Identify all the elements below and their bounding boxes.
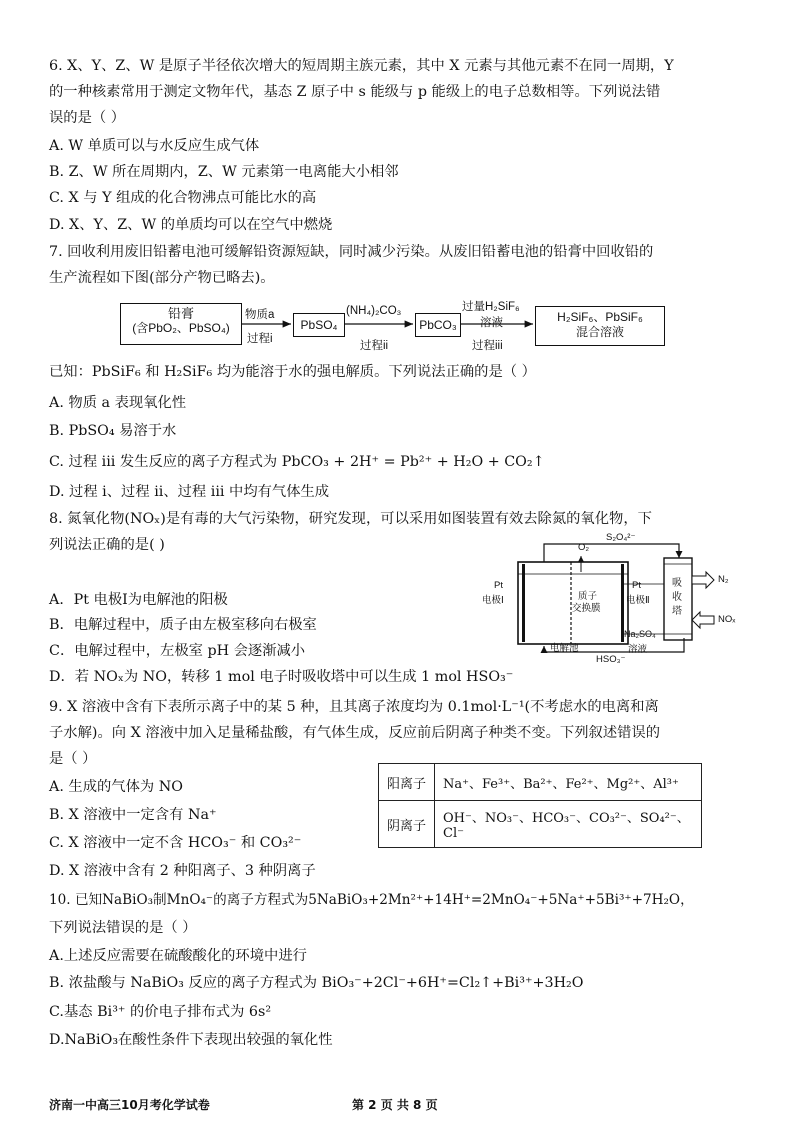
fig-o2-label: O₂: [578, 542, 590, 553]
q8-stem-line2: 列说法正确的是( ): [49, 537, 165, 553]
q6-option-a: A. W 单质可以与水反应生成气体: [49, 138, 260, 154]
q9-option-a: A. 生成的气体为 NO: [49, 779, 183, 795]
flow-box-pbso4: PbSO₄: [293, 313, 345, 337]
q10-stem-line1: 10. 已知NaBiO₃制MnO₄⁻的离子方程式为5NaBiO₃+2Mn²⁺+14H⁺=2MnO₄⁻+5Na⁺+5Bi³⁺+7H₂O，: [49, 892, 694, 908]
fig-pt-left-label1: Pt: [494, 580, 503, 591]
fig-pt-left-label2: 电极Ⅰ: [482, 595, 504, 606]
q9-option-c: C. X 溶液中一定不含 HCO₃⁻ 和 CO₃²⁻: [49, 835, 302, 851]
ion-table-cation-label: 阳离子: [379, 764, 435, 801]
flow-box-pbco3: PbCO₃: [415, 313, 461, 337]
q7-known: 已知：PbSiF₆ 和 H₂SiF₆ 均为能溶于水的强电解质。下列说法正确的是（ ）: [49, 364, 536, 380]
ion-table-anion-label: 阴离子: [379, 801, 435, 848]
flow-box-lead-paste-title: 铅膏: [167, 306, 194, 321]
fig-s2o4-label: S₂O₄²⁻: [606, 532, 636, 543]
q8-option-b: B．电解过程中，质子由左极室移向右极室: [49, 617, 317, 633]
q10-option-b: B. 浓盐酸与 NaBiO₃ 反应的离子方程式为 BiO₃⁻+2Cl⁻+6H⁺=Cl₂↑+Bi³⁺+3H₂O: [49, 975, 584, 991]
q7-option-c: C. 过程 iii 发生反应的离子方程式为 PbCO₃ + 2H⁺ = Pb²⁺ + H₂O + CO₂↑: [49, 454, 545, 470]
q6-option-c: C. X 与 Y 组成的化合物沸点可能比水的高: [49, 190, 317, 206]
q8-option-d: D．若 NOₓ为 NO，转移 1 mol 电子时吸收塔中可以生成 1 mol HSO₃⁻: [49, 669, 514, 685]
q8-option-c: C．电解过程中，左极室 pH 会逐渐减小: [49, 643, 306, 659]
flow-box-mixed-line1: H₂SiF₆、PbSiF₆: [557, 310, 643, 324]
q7-stem-line1: 7. 回收利用废旧铅蓄电池可缓解铅资源短缺，同时减少污染。从废旧铅蓄电池的铅膏中回收铅的: [49, 244, 654, 260]
fig-membrane-label2: 交换膜: [572, 603, 601, 614]
flow-arrow2-bottom: 过程ii: [360, 340, 389, 352]
fig-n2-label: N₂: [718, 574, 729, 585]
fig-tower-label2: 收: [672, 592, 682, 603]
q7-option-b: B. PbSO₄ 易溶于水: [49, 423, 177, 439]
ion-table-anions: OH⁻、NO₃⁻、HCO₃⁻、CO₃²⁻、SO₄²⁻、Cl⁻: [435, 801, 702, 848]
q6-stem-line1: 6. X、Y、Z、W 是原子半径依次增大的短周期主族元素，其中 X 元素与其他元素不在同一周期，Y: [49, 58, 674, 74]
fig-na2so4-label1: Na₂SO₄: [624, 629, 656, 639]
fig-tower-label1: 吸: [672, 578, 682, 589]
q9-stem-line1: 9. X 溶液中含有下表所示离子中的某 5 种，且其离子浓度均为 0.1mol·L⁻¹(不考虑水的电离和离: [49, 699, 659, 715]
q9-stem-line2: 子水解)。向 X 溶液中加入足量稀盐酸，有气体生成，反应前后阴离子种类不变。下列叙述错误的: [49, 725, 661, 741]
fig-na2so4-label2: 溶液: [628, 644, 648, 655]
q6-stem-line2: 的一种核素常用于测定文物年代，基态 Z 原子中 s 能级与 p 能级上的电子总数相等。下列说法错: [49, 84, 661, 100]
q9-ion-table: [378, 763, 702, 848]
footer-exam-title: 济南一中高三10月考化学试卷: [49, 1098, 210, 1112]
q9-option-d: D. X 溶液中含有 2 种阳离子、3 种阴离子: [49, 863, 316, 879]
flow-arrow3-top1: 过量H₂SiF₆: [462, 301, 520, 313]
ion-table-row-cations: [379, 764, 702, 801]
q9-stem-line3: 是（ ）: [49, 751, 97, 767]
flow-arrow3-bottom: 过程iii: [472, 340, 503, 352]
q10-option-c: C.基态 Bi³⁺ 的价电子排布式为 6s²: [49, 1004, 272, 1020]
ion-table-row-anions: [379, 801, 702, 848]
flow-arrow1-top: 物质a: [245, 309, 275, 321]
q10-option-a: A.上述反应需要在硫酸酸化的环境中进行: [49, 948, 307, 964]
fig-pt-right-label1: Pt: [632, 580, 641, 591]
q6-option-b: B. Z、W 所在周期内，Z、W 元素第一电离能大小相邻: [49, 164, 399, 180]
q10-option-d: D.NaBiO₃在酸性条件下表现出较强的氧化性: [49, 1032, 333, 1048]
q9-option-b: B. X 溶液中一定含有 Na⁺: [49, 807, 217, 823]
q8-option-a: A．Pt 电极Ⅰ为电解池的阳极: [49, 592, 228, 608]
q7-option-a: A. 物质 a 表现氧化性: [49, 395, 187, 411]
footer-page-number: 第 2 页 共 8 页: [352, 1098, 438, 1112]
q10-stem-line2: 下列说法错误的是（ ）: [49, 920, 197, 936]
q7-option-d: D. 过程 i、过程 ii、过程 iii 中均有气体生成: [49, 484, 330, 500]
fig-membrane-label1: 质子: [578, 591, 598, 602]
q8-figure: [474, 534, 774, 664]
q8-apparatus-drawing: [474, 534, 774, 664]
fig-hso3-label: HSO₃⁻: [596, 654, 626, 665]
flow-arrow2-top: (NH₄)₂CO₃: [346, 305, 402, 317]
ion-table-cations: Na⁺、Fe³⁺、Ba²⁺、Fe²⁺、Mg²⁺、Al³⁺: [435, 764, 702, 801]
flow-arrow3-top2: 溶液: [480, 317, 503, 329]
fig-tower-label3: 塔: [672, 606, 682, 617]
q6-stem-line3: 误的是（ ）: [49, 110, 126, 126]
q8-stem-line1: 8. 氮氧化物(NOₓ)是有毒的大气污染物，研究发现，可以采用如图装置有效去除氮的氧化物，下: [49, 511, 652, 527]
flow-arrows: [0, 300, 794, 360]
fig-electrolyzer-label: 电解池: [550, 643, 579, 654]
q7-stem-line2: 生产流程如下图(部分产物已略去)。: [49, 270, 275, 286]
flow-box-lead-paste-sub: (含PbO₂、PbSO₄): [132, 321, 230, 335]
flow-box-mixed-line2: 混合溶液: [575, 325, 624, 339]
q6-option-d: D. X、Y、Z、W 的单质均可以在空气中燃烧: [49, 217, 333, 233]
flow-arrow1-bottom: 过程i: [247, 333, 273, 345]
fig-nox-label: NOₓ: [718, 614, 736, 625]
fig-pt-right-label2: 电极Ⅱ: [626, 595, 650, 606]
